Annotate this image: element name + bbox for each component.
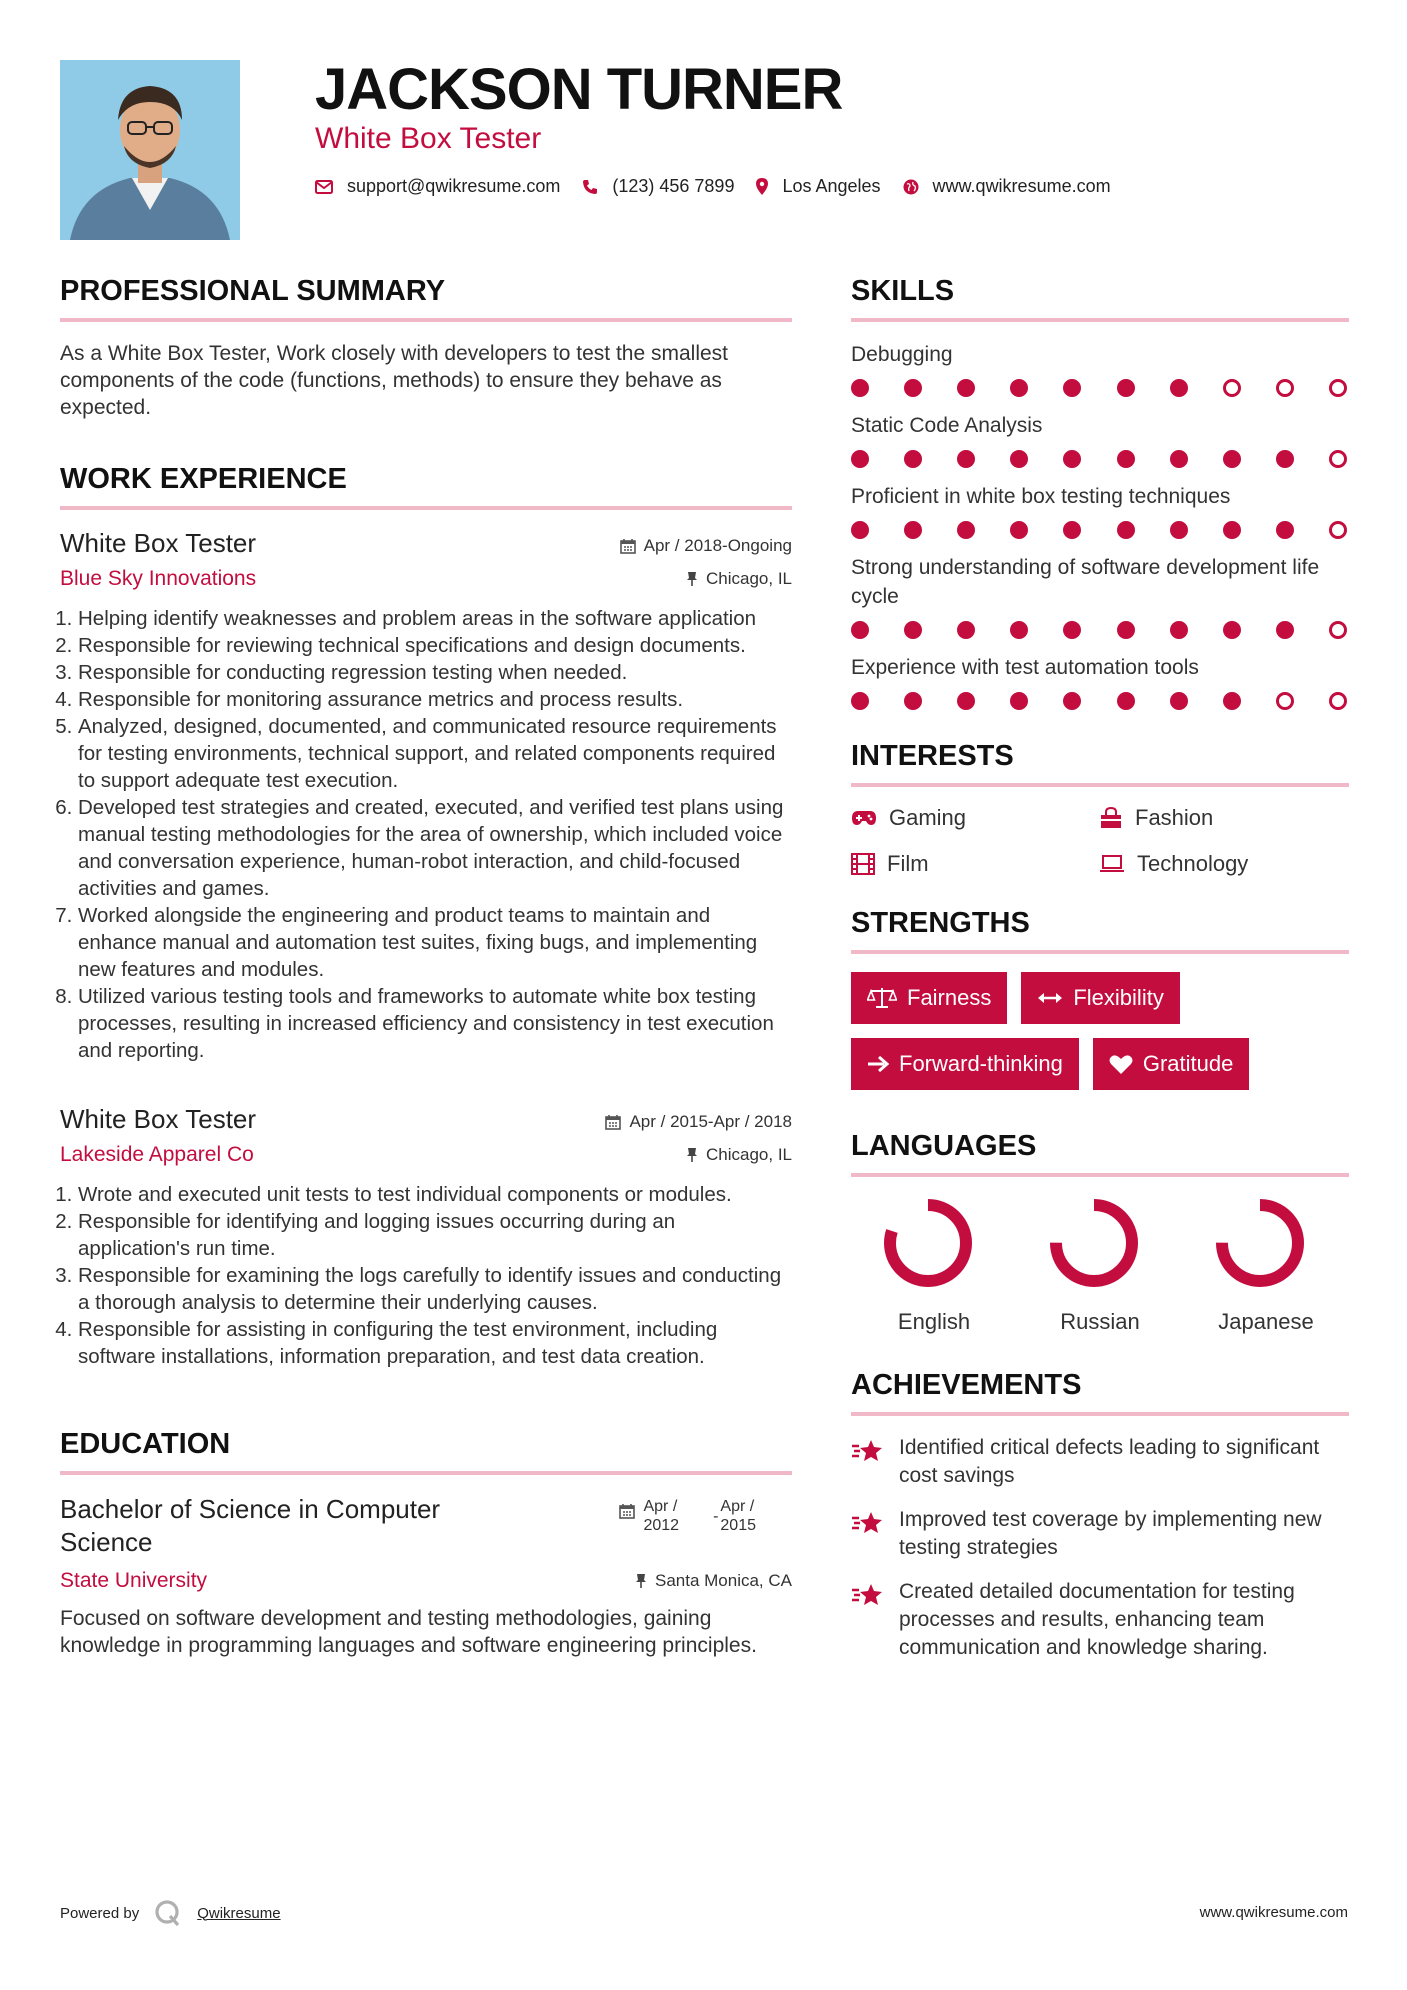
duty-item: 1. Wrote and executed unit tests to test individual components or modules. <box>78 1181 792 1208</box>
skill-name: Proficient in white box testing techniques <box>851 485 1231 508</box>
rating-dot-filled <box>1117 379 1135 397</box>
globe-icon <box>903 179 919 195</box>
rating-dot-filled <box>904 621 922 639</box>
rating-dot-filled <box>1063 521 1081 539</box>
film-icon <box>851 853 875 875</box>
strength-label: Flexibility <box>1073 985 1164 1010</box>
rating-dot-filled <box>851 521 869 539</box>
interest-item <box>851 805 1099 831</box>
shooting-star-icon <box>851 1438 885 1464</box>
shooting-star-icon <box>851 1510 885 1536</box>
skill-name: Strong understanding of software development life cycle <box>851 556 1320 608</box>
strength-chip <box>851 1038 1079 1090</box>
contact-website[interactable] <box>903 176 1111 197</box>
rating-dot-filled <box>1223 521 1241 539</box>
shopping-bag-icon <box>1099 807 1123 829</box>
skill-item <box>851 482 1349 539</box>
profile-photo <box>60 60 240 240</box>
phone-icon <box>582 179 598 195</box>
duty-item: 1. Helping identify weaknesses and problem areas in the software application <box>78 605 792 632</box>
heart-icon <box>1109 1054 1133 1075</box>
job-duties <box>60 1181 792 1370</box>
language-proficiency-arc <box>1056 1205 1132 1281</box>
languages-section <box>851 1130 1349 1335</box>
candidate-name: JACKSON TURNER <box>315 57 843 122</box>
language-name: Russian <box>1060 1309 1140 1334</box>
rating-dot-filled <box>1010 692 1028 710</box>
rating-dot-filled <box>851 379 869 397</box>
rating-dot-filled <box>1170 621 1188 639</box>
education-dash: - <box>713 1508 719 1525</box>
education-start-month: Apr / <box>643 1498 678 1515</box>
achievement-item <box>851 1506 1349 1562</box>
interests-heading: INTERESTS <box>851 740 1349 787</box>
school-location <box>635 1571 792 1591</box>
achievement-text: Improved test coverage by implementing new testing strategies <box>899 1508 1322 1559</box>
pushpin-icon <box>686 1147 698 1163</box>
company-name: Blue Sky Innovations <box>60 567 257 590</box>
job-title: White Box Tester <box>60 528 257 558</box>
powered-by-text: Powered by <box>60 1904 140 1922</box>
contact-email[interactable] <box>315 176 560 197</box>
rating-dot-filled <box>904 521 922 539</box>
rating-dot-filled <box>1063 692 1081 710</box>
language-item <box>851 1195 1017 1335</box>
interest-label: Film <box>887 851 929 876</box>
laptop-icon <box>1099 855 1125 873</box>
skill-item <box>851 340 1349 397</box>
achievement-item <box>851 1434 1349 1490</box>
duty-item: 3. Responsible for conducting regression testing when needed. <box>78 659 792 686</box>
language-item <box>1017 1195 1183 1335</box>
rating-dot-filled <box>1223 621 1241 639</box>
rating-dot-filled <box>957 521 975 539</box>
skill-rating <box>851 450 1349 468</box>
experience-section <box>60 463 792 1370</box>
education-end <box>713 1497 756 1535</box>
strength-chip <box>1021 972 1179 1024</box>
duty-item: 6. Developed test strategies and created, executed, and verified test plans using manual testing methodologies for the area of ownership, which included voice and conversation experience, human-robot interaction, and child-focused activities and games. <box>78 794 792 902</box>
job-dates-text: Apr / 2015-Apr / 2018 <box>629 1112 792 1131</box>
rating-dot-filled <box>1170 521 1188 539</box>
rating-dot-filled <box>1223 450 1241 468</box>
interest-item <box>1099 851 1349 877</box>
contact-location-text: Los Angeles <box>782 176 881 196</box>
job-entry <box>60 1104 792 1370</box>
rating-dot-filled <box>904 379 922 397</box>
contact-bar <box>315 176 1133 197</box>
arrows-horizontal-icon <box>1037 991 1063 1005</box>
job-duties <box>60 605 792 1064</box>
rating-dot-empty <box>1329 379 1347 397</box>
strengths-heading: STRENGTHS <box>851 907 1349 954</box>
education-section <box>60 1428 792 1659</box>
rating-dot-filled <box>1276 521 1294 539</box>
shooting-star-icon <box>851 1582 885 1608</box>
interests-section <box>851 740 1349 877</box>
rating-dot-empty <box>1276 379 1294 397</box>
rating-dot-filled <box>904 450 922 468</box>
rating-dot-filled <box>851 621 869 639</box>
rating-dot-filled <box>851 450 869 468</box>
rating-dot-filled <box>1117 692 1135 710</box>
gamepad-icon <box>851 809 877 827</box>
job-location-text: Chicago, IL <box>706 1145 792 1164</box>
job-entry <box>60 528 792 1064</box>
duty-item: 2. Responsible for reviewing technical specifications and design documents. <box>78 632 792 659</box>
duty-item: 7. Worked alongside the engineering and product teams to maintain and enhance manual and automation test suites, fixing bugs, and implementing new features and modules. <box>78 902 792 983</box>
rating-dot-empty <box>1329 692 1347 710</box>
language-name: English <box>897 1309 971 1334</box>
education-description: Focused on software development and testing methodologies, gaining knowledge in programming languages and software engineering principles. <box>60 1607 757 1657</box>
strengths-section <box>851 907 1349 1090</box>
rating-dot-empty <box>1329 521 1347 539</box>
job-location-text: Chicago, IL <box>706 569 792 588</box>
rating-dot-filled <box>957 621 975 639</box>
interest-item <box>1099 805 1349 831</box>
language-proficiency-ring <box>1212 1195 1308 1291</box>
footer-website[interactable]: www.qwikresume.com <box>1199 1904 1348 1921</box>
rating-dot-filled <box>1063 450 1081 468</box>
summary-section <box>60 275 792 421</box>
rating-dot-filled <box>1010 521 1028 539</box>
rating-dot-filled <box>1010 379 1028 397</box>
education-dates <box>619 1497 792 1559</box>
interest-label: Technology <box>1137 851 1249 876</box>
rating-dot-filled <box>1223 692 1241 710</box>
company-name: Lakeside Apparel Co <box>60 1143 254 1166</box>
rating-dot-filled <box>1010 621 1028 639</box>
interest-label: Fashion <box>1135 805 1214 830</box>
left-column <box>60 275 792 1659</box>
job-dates <box>620 536 792 556</box>
rating-dot-filled <box>957 379 975 397</box>
right-column <box>851 275 1349 1678</box>
language-proficiency-arc <box>890 1205 966 1281</box>
education-start <box>643 1497 679 1535</box>
rating-dot-filled <box>1117 450 1135 468</box>
calendar-icon <box>605 1114 621 1130</box>
rating-dot-filled <box>1170 379 1188 397</box>
job-title: White Box Tester <box>60 1104 257 1134</box>
rating-dot-filled <box>957 692 975 710</box>
achievement-item <box>851 1578 1349 1662</box>
summary-text: As a White Box Tester, Work closely with developers to test the smallest components of the code (functions, methods) to ensure they behave as expected. <box>60 342 729 419</box>
language-item <box>1183 1195 1349 1335</box>
education-heading: EDUCATION <box>60 1428 792 1475</box>
rating-dot-filled <box>1117 621 1135 639</box>
education-start-year: 2012 <box>643 1517 680 1534</box>
skill-rating <box>851 379 1349 397</box>
languages-list <box>851 1195 1349 1335</box>
rating-dot-empty <box>1329 450 1347 468</box>
duty-item: 4. Responsible for monitoring assurance metrics and process results. <box>78 686 792 713</box>
skill-item <box>851 553 1349 639</box>
strength-chip <box>851 972 1007 1024</box>
rating-dot-filled <box>851 692 869 710</box>
pushpin-icon <box>635 1573 647 1589</box>
rating-dot-empty <box>1276 692 1294 710</box>
job-dates <box>605 1112 792 1132</box>
rating-dot-filled <box>957 450 975 468</box>
language-proficiency-arc <box>1222 1205 1298 1281</box>
achievement-text: Identified critical defects leading to significant cost savings <box>899 1436 1320 1487</box>
rating-dot-filled <box>1117 521 1135 539</box>
skills-heading: SKILLS <box>851 275 1349 322</box>
skills-list <box>851 340 1349 710</box>
strength-chip <box>1093 1038 1250 1090</box>
job-location <box>686 569 792 589</box>
skill-rating <box>851 621 1349 639</box>
balance-scale-icon <box>867 987 897 1009</box>
duty-item: 4. Responsible for assisting in configuring the test environment, including software installations, information preparation, and test data creation. <box>78 1316 792 1370</box>
rating-dot-filled <box>1276 621 1294 639</box>
skill-name: Experience with test automation tools <box>851 656 1199 679</box>
skill-name: Static Code Analysis <box>851 414 1043 437</box>
rating-dot-filled <box>904 692 922 710</box>
envelope-icon <box>315 180 333 194</box>
job-dates-text: Apr / 2018-Ongoing <box>643 536 792 555</box>
rating-dot-filled <box>1170 450 1188 468</box>
language-name: Japanese <box>1218 1309 1314 1334</box>
rating-dot-filled <box>1276 450 1294 468</box>
achievements-section <box>851 1369 1349 1662</box>
interest-item <box>851 851 1099 877</box>
school-location-text: Santa Monica, CA <box>654 1571 792 1590</box>
calendar-icon <box>620 538 636 554</box>
rating-dot-empty <box>1223 379 1241 397</box>
rating-dot-filled <box>1170 692 1188 710</box>
rating-dot-filled <box>1063 621 1081 639</box>
skill-name: Debugging <box>851 343 953 366</box>
language-proficiency-ring <box>880 1195 976 1291</box>
contact-website-text: www.qwikresume.com <box>932 176 1111 196</box>
duty-item: 5. Analyzed, designed, documented, and communicated resource requirements for testing environments, technical support, and related components required to support adequate test execution. <box>78 713 792 794</box>
strength-label: Gratitude <box>1142 1051 1234 1076</box>
contact-email-text: support@qwikresume.com <box>347 176 561 196</box>
skill-item <box>851 411 1349 468</box>
arrow-right-icon <box>867 1055 889 1073</box>
calendar-icon <box>619 1503 635 1519</box>
rating-dot-empty <box>1329 621 1347 639</box>
skill-rating <box>851 692 1349 710</box>
achievement-text: Created detailed documentation for testing processes and results, enhancing team communication and knowledge sharing. <box>899 1580 1295 1659</box>
education-end-month: Apr / <box>720 1498 755 1515</box>
job-location <box>686 1145 792 1165</box>
duty-item: 2. Responsible for identifying and logging issues occurring during an application's run time. <box>78 1208 792 1262</box>
map-pin-icon <box>756 178 768 195</box>
rating-dot-filled <box>1010 450 1028 468</box>
language-proficiency-ring <box>1046 1195 1142 1291</box>
pushpin-icon <box>686 571 698 587</box>
languages-heading: LANGUAGES <box>851 1130 1349 1177</box>
summary-heading: PROFESSIONAL SUMMARY <box>60 275 792 322</box>
skill-rating <box>851 521 1349 539</box>
skills-section <box>851 275 1349 710</box>
education-end-year: 2015 <box>720 1517 756 1534</box>
strength-label: Forward-thinking <box>899 1051 1063 1076</box>
achievements-heading: ACHIEVEMENTS <box>851 1369 1349 1416</box>
contact-location <box>756 176 880 197</box>
qwikresume-logo-icon <box>153 1898 183 1928</box>
strength-label: Fairness <box>907 985 992 1010</box>
degree-title: Bachelor of Science in Computer Science <box>60 1494 441 1557</box>
qwikresume-link[interactable]: Qwikresume <box>197 1904 281 1922</box>
duty-item: 8. Utilized various testing tools and frameworks to automate white box testing processes, resulting in increased efficiency and consistency in test execution and reporting. <box>78 983 792 1064</box>
skill-item <box>851 653 1349 710</box>
duty-item: 3. Responsible for examining the logs carefully to identify issues and conducting a thorough analysis to determine their underlying causes. <box>78 1262 792 1316</box>
rating-dot-filled <box>1063 379 1081 397</box>
candidate-title: White Box Tester <box>315 122 542 155</box>
contact-phone-text: (123) 456 7899 <box>612 176 735 196</box>
school-name: State University <box>60 1569 208 1592</box>
experience-heading: WORK EXPERIENCE <box>60 463 792 510</box>
footer-powered-by <box>60 1898 281 1928</box>
interest-label: Gaming <box>889 805 967 830</box>
contact-phone[interactable] <box>582 176 734 197</box>
